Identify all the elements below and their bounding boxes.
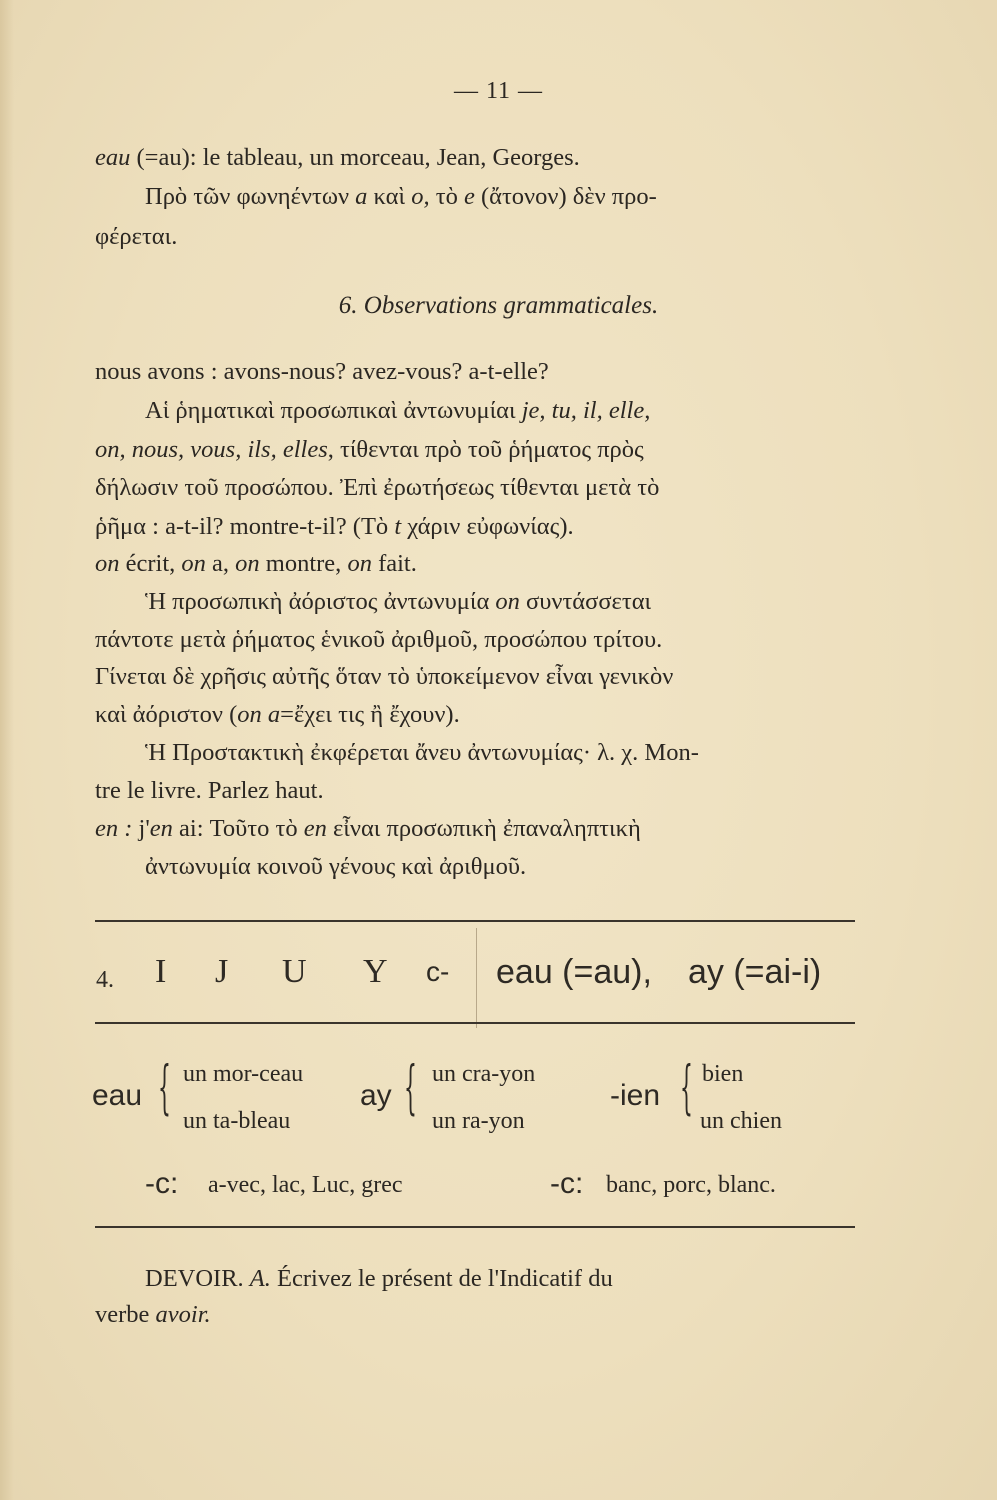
line-10-on-4: on bbox=[347, 550, 372, 577]
term-eau: eau bbox=[95, 144, 131, 171]
text-line-16: tre le livre. Parlez haut. bbox=[95, 777, 324, 804]
example-ay-1: un cra-yon bbox=[432, 1061, 536, 1087]
lesson-letter-j: J bbox=[215, 953, 229, 990]
line-2-vowel-e: e bbox=[463, 183, 475, 210]
text-line-8: δήλωσιν τοῦ προσώπου. Ἐπὶ ἐρωτήσεως τίθενται μετὰ τὸ bbox=[95, 474, 660, 501]
text-line-3: φέρεται. bbox=[95, 223, 178, 250]
example-c2-words: banc, porc, blanc. bbox=[606, 1172, 776, 1198]
devoir-letter: A. bbox=[249, 1265, 271, 1292]
line-9-letter-t: t bbox=[394, 513, 402, 540]
example-eau-label: eau bbox=[92, 1079, 143, 1112]
line-10-montre: montre, bbox=[259, 550, 348, 577]
line-7-text: , τίθενται πρὸ τοῦ ῥήματος πρὸς bbox=[327, 436, 644, 463]
lesson-letter-u: U bbox=[282, 953, 307, 990]
line-17-part-f: εἶναι προσωπικὴ ἐπαναληπτικὴ bbox=[326, 815, 641, 842]
divider-bottom bbox=[95, 1226, 855, 1228]
devoir-line-2 bbox=[95, 1300, 865, 1330]
lesson-letter-i: I bbox=[155, 953, 167, 990]
line-17-en-2: en bbox=[303, 815, 327, 842]
line-7-pronouns: on, nous, vous, ils, elles bbox=[95, 436, 328, 463]
page-edge bbox=[0, 0, 14, 1500]
text-line-7 bbox=[95, 435, 865, 465]
text-line-17 bbox=[95, 814, 865, 844]
lesson-letter-c: c- bbox=[426, 956, 450, 987]
line-17-en-label: en : bbox=[95, 815, 139, 842]
example-c2-label: -c: bbox=[550, 1167, 584, 1200]
lesson-rule-ay: ay (=ai-i) bbox=[688, 953, 822, 991]
text-line-18: ἀντωνυμία κοινοῦ γένους καὶ ἀριθμοῦ. bbox=[145, 853, 527, 880]
example-ien-label: -ien bbox=[610, 1079, 661, 1112]
line-11-part-c: συντάσσεται bbox=[519, 588, 652, 615]
text-line-9 bbox=[95, 512, 865, 542]
example-c1-label: -c: bbox=[145, 1167, 179, 1200]
text-line-2 bbox=[145, 182, 860, 212]
line-17-en-1: en bbox=[149, 815, 173, 842]
text-line-14 bbox=[95, 700, 865, 730]
line-14-part-a: καὶ ἀόριστον ( bbox=[95, 701, 238, 728]
lesson-rule-eau: eau (=au), bbox=[496, 953, 652, 991]
devoir-avoir: avoir. bbox=[155, 1301, 211, 1328]
text-line-6 bbox=[145, 396, 865, 426]
brace-ien-icon: { bbox=[680, 1053, 693, 1121]
text-line-5: nous avons : avons-nous? avez-vous? a-t-elle? bbox=[95, 358, 549, 385]
text-line-12: πάντοτε μετὰ ῥήματος ἑνικοῦ ἀριθμοῦ, προσώπου τρίτου. bbox=[95, 626, 663, 653]
brace-eau-icon: { bbox=[158, 1053, 171, 1121]
page-number: — 11 — bbox=[453, 78, 544, 104]
example-eau-1: un mor-ceau bbox=[183, 1061, 304, 1087]
text-line-13: Γίνεται δὲ χρῆσις αὐτῆς ὅταν τὸ ὑποκείμενον εἶναι γενικὸν bbox=[95, 663, 674, 690]
line-2-part-e: τὸ bbox=[429, 183, 464, 210]
line-2-part-a: Πρὸ τῶν φωνηέντων bbox=[145, 183, 356, 210]
brace-ay-icon: { bbox=[404, 1053, 417, 1121]
line-10-on-3: on bbox=[235, 550, 260, 577]
line-11-part-a: Ἡ προσωπικὴ ἀόριστος ἀντωνυμία bbox=[145, 588, 496, 615]
line-2-vowel-a: a bbox=[355, 183, 368, 210]
example-eau-2: un ta-bleau bbox=[183, 1108, 291, 1134]
lesson-number: 4. bbox=[96, 967, 114, 993]
example-ay-2: un ra-yon bbox=[432, 1108, 525, 1134]
example-ay-label: ay bbox=[360, 1079, 392, 1112]
text-line-1 bbox=[95, 143, 865, 173]
devoir-line-1 bbox=[145, 1264, 865, 1294]
line-1-text: (=au): le tableau, un morceau, Jean, Georges. bbox=[130, 144, 580, 171]
devoir-text: Écrivez le présent de l'Indicatif du bbox=[270, 1265, 613, 1292]
line-9-part-a: ῥῆμα : a-t-il? montre-t-il? (Τὸ bbox=[95, 513, 395, 540]
line-14-part-c: =ἔχει τις ἢ ἔχουν). bbox=[280, 701, 460, 728]
text-line-11 bbox=[145, 587, 865, 617]
line-10-on-1: on bbox=[95, 550, 120, 577]
line-10-on-2: on bbox=[181, 550, 206, 577]
example-ien-1: bien bbox=[702, 1061, 744, 1087]
divider-middle bbox=[95, 1022, 855, 1024]
text-line-15: Ἡ Προστακτικὴ ἐκφέρεται ἄνευ ἀντωνυμίας· λ. χ. Mon- bbox=[145, 739, 699, 766]
line-6-pronouns: je, tu, il, elle, bbox=[521, 397, 651, 424]
text-line-10 bbox=[95, 549, 865, 579]
devoir-verbe: verbe bbox=[95, 1301, 156, 1328]
example-ien-2: un chien bbox=[700, 1108, 782, 1134]
divider-top bbox=[95, 920, 855, 922]
line-2-vowel-o: o, bbox=[411, 183, 430, 210]
line-10-ecrit: écrit, bbox=[119, 550, 182, 577]
line-11-on: on bbox=[495, 588, 520, 615]
line-2-part-c: καὶ bbox=[367, 183, 412, 210]
lesson-letter-y: Y bbox=[363, 953, 388, 990]
example-c1-words: a-vec, lac, Luc, grec bbox=[208, 1172, 403, 1198]
line-2-part-g: (ἄτονον) δὲν προ- bbox=[474, 183, 657, 210]
devoir-label: DEVOIR. bbox=[145, 1265, 244, 1292]
section-heading: 6. Observations grammaticales. bbox=[338, 292, 659, 319]
divider-vertical bbox=[476, 928, 477, 1028]
line-9-part-c: χάριν εὐφωνίας). bbox=[401, 513, 574, 540]
line-10-fait: fait. bbox=[371, 550, 417, 577]
line-6-part-a: Αἱ ῥηματικαὶ προσωπικαὶ ἀντωνυμίαι bbox=[145, 397, 522, 424]
line-17-part-d: ai: Τοῦτο τὸ bbox=[172, 815, 304, 842]
line-10-a: a, bbox=[205, 550, 236, 577]
line-14-on-a: on a bbox=[237, 701, 281, 728]
line-17-j: j' bbox=[138, 815, 150, 842]
